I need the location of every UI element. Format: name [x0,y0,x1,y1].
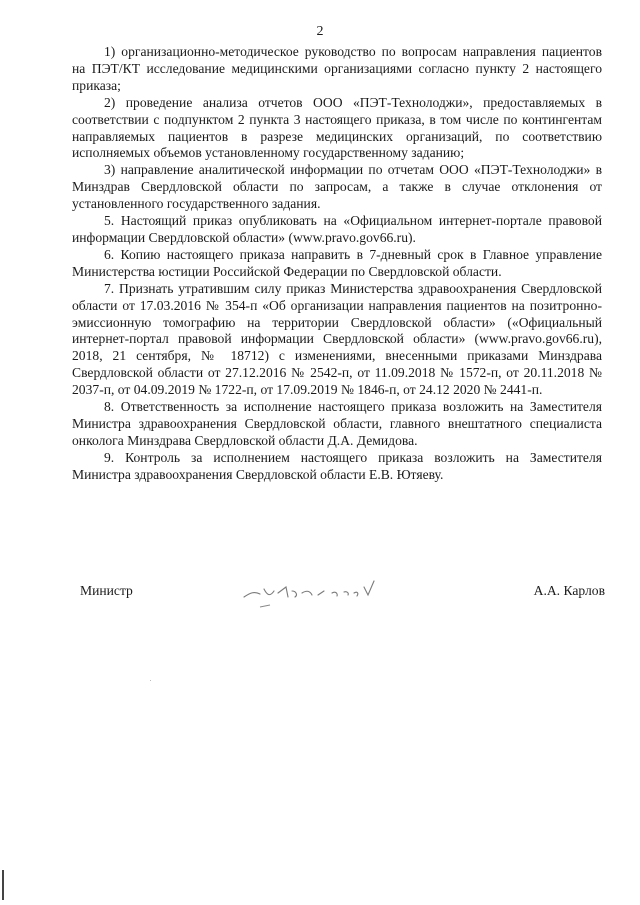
paragraph-subitem-1: 1) организационно-методическое руководство по вопросам направления пациентов на ПЭТ/КТ исследование медицинскими организациями согласно пункту 2 настоящего приказа; [72,44,602,93]
paragraph-item-9: 9. Контроль за исполнением настоящего приказа возложить на Заместителя Министра здравоохранения Свердловской области Е.В. Ютяеву. [72,449,602,482]
paragraph-item-7: 7. Признать утратившим силу приказ Министерства здравоохранения Свердловской области от 17.03.2016 № 354-п «Об организации направления пациентов на позитронно-эмиссионную томографию на территории Свердловской области» («Официальный интернет-портал правовой информации Свердловской области» (www.pravo.gov66.ru), 2018, 21 сентября, № 18712) с изменениями, внесенными приказами Минздрава Свердловской области от 27.12.2016 № 2542-п, от 11.09.2018 № 1572-п, от 20.11.2018 № 2037-п, от 04.09.2019 № 1722-п, от 17.09.2019 № 1846-п, от 24.12 2020 № 2441-п. [72,280,602,398]
page-number: 2 [316,24,324,39]
paragraph-item-6: 6. Копию настоящего приказа направить в 7-дневный срок в Главное управление Министерства юстиции Российской Федерации по Свердловской области. [72,246,602,279]
signature-block [80,583,605,623]
paragraph-subitem-2: 2) проведение анализа отчетов ООО «ПЭТ-Технолоджи», предоставляемых в соответствии с подпунктом 2 пункта 3 настоящего приказа, в том числе по контингентам направляемых пациентов в разрезе медицинских организаций, по соответствию исполняемых объемов установленному государственному заданию; [72,94,602,161]
paragraph-item-5: 5. Настоящий приказ опубликовать на «Официальном интернет-портале правовой информации Свердловской области» (www.pravo.gov66.ru). [72,213,602,245]
signatory-position: Министр [80,583,133,598]
paragraph-item-8: 8. Ответственность за исполнение настоящего приказа возложить на Заместителя Министра здравоохранения Свердловской области, главного внештатного специалиста онколога Минздрава Свердловской области Д.А. Демидова. [72,399,602,448]
signatory-name: А.А. Карлов [533,583,605,598]
document-body [72,44,602,484]
handwritten-signature [240,575,400,615]
scan-dot [150,680,151,681]
scan-artifact [2,870,4,900]
paragraph-subitem-3: 3) направление аналитической информации по отчетам ООО «ПЭТ-Технолоджи» в Минздрав Свердловской области по запросам, а также в случае отклонения от установленного государственного задания. [72,162,602,212]
